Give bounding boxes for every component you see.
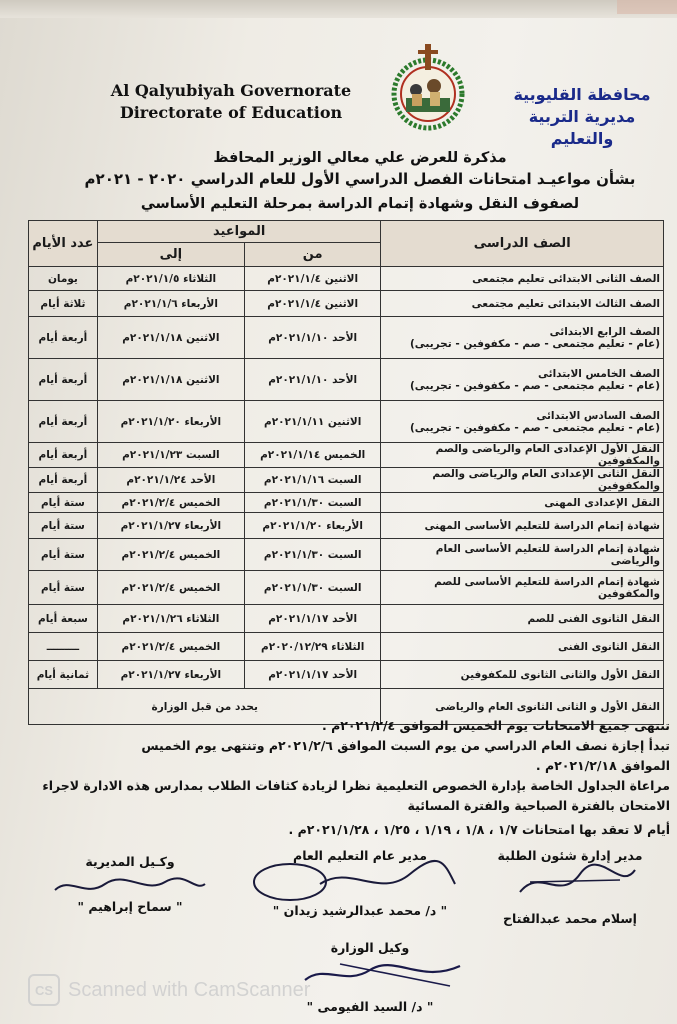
table-row bbox=[29, 359, 664, 401]
grade-cell: شهادة إتمام الدراسة للتعليم الأساسى المهنى bbox=[381, 513, 664, 539]
from-cell: الأحد ٢٠٢١/١/١٠م bbox=[244, 317, 381, 359]
from-cell: الاثنين ٢٠٢١/١/٤م bbox=[244, 291, 381, 317]
table-row bbox=[29, 443, 664, 468]
grade-cell bbox=[381, 359, 664, 401]
grade-cell: شهادة إتمام الدراسة للتعليم الأساسى للصم والمكفوفين bbox=[381, 571, 664, 605]
header-to: إلى bbox=[97, 243, 244, 267]
arabic-header bbox=[497, 84, 667, 150]
arabic-header-line1: محافظة القليوبية bbox=[513, 85, 651, 104]
governorate-logo-icon bbox=[388, 40, 468, 132]
note-line: الامتحان بالفترة الصباحية والفترة المسائية bbox=[407, 798, 670, 813]
handwritten-signature-icon bbox=[300, 956, 470, 992]
header-from: من bbox=[244, 243, 381, 267]
signature-title: مدير إدارة شئون الطلبة bbox=[497, 848, 643, 863]
to-cell: الخميس ٢٠٢١/٢/٤م bbox=[97, 633, 244, 661]
days-cell: ثمانية أيام bbox=[29, 661, 98, 689]
from-cell: الثلاثاء ٢٠٢٠/١٢/٢٩م bbox=[244, 633, 381, 661]
signature-title: وكيل الوزارة bbox=[330, 940, 410, 955]
camscanner-watermark bbox=[28, 974, 310, 1006]
grade-cell: الصف الثالث الابتدائى تعليم مجتمعى bbox=[381, 291, 664, 317]
handwritten-signature-icon bbox=[50, 872, 210, 900]
grade-detail: (عام - تعليم مجتمعى - صم - مكفوفين - تجريبى) bbox=[410, 337, 660, 350]
grade-cell bbox=[381, 401, 664, 443]
from-cell: الاثنين ٢٠٢١/١/٤م bbox=[244, 267, 381, 291]
days-cell: ـــــــــ bbox=[29, 633, 98, 661]
memo-scope: لصفوف النقل وشهادة إتمام الدراسة بمرحلة التعليم الأساسي bbox=[140, 196, 580, 212]
note-line: أيام لا تعقد بها امتحانات ١/٧ ، ١/٨ ، ١/١٩ ، ١/٢٥ ، ٢٠٢١/١/٢٨م . bbox=[288, 822, 670, 837]
days-cell: ستة أيام bbox=[29, 539, 98, 571]
from-cell: السبت ٢٠٢١/١/٣٠م bbox=[244, 493, 381, 513]
signature-name: " سماح إبراهيم " bbox=[77, 899, 183, 914]
to-cell: الثلاثاء ٢٠٢١/١/٢٦م bbox=[97, 605, 244, 633]
from-cell: السبت ٢٠٢١/١/٣٠م bbox=[244, 571, 381, 605]
table-row bbox=[29, 571, 664, 605]
handwritten-signature-icon bbox=[250, 854, 460, 904]
memo-subject: بشأن مواعيـد امتحانات الفصل الدراسي الأول للعام الدراسي ٢٠٢٠ - ٢٠٢١م bbox=[84, 170, 636, 188]
table-row bbox=[29, 401, 664, 443]
days-cell: أربعة أيام bbox=[29, 317, 98, 359]
signature-title: وكـيل المديرية bbox=[85, 854, 175, 869]
english-header bbox=[96, 80, 366, 124]
from-cell: الاثنين ٢٠٢١/١/١١م bbox=[244, 401, 381, 443]
table-row bbox=[29, 317, 664, 359]
days-cell: أربعة أيام bbox=[29, 443, 98, 468]
table-row bbox=[29, 513, 664, 539]
table-row bbox=[29, 605, 664, 633]
grade-detail: (عام - تعليم مجتمعى - صم - مكفوفين - تجريبى) bbox=[410, 379, 660, 392]
grade-cell: النقل الثانوى الفنى للصم bbox=[381, 605, 664, 633]
note-line: تنتهى جميع الامتحانات يوم الخميس الموافق ٢٠٢١/٢/٤م . bbox=[322, 718, 670, 733]
from-cell: الأربعاء ٢٠٢١/١/٢٠م bbox=[244, 513, 381, 539]
header-grade: الصف الدراسى bbox=[381, 221, 664, 267]
days-cell: يومان bbox=[29, 267, 98, 291]
grade-cell: النقل الثانوى الفنى bbox=[381, 633, 664, 661]
grade-cell: الصف الثانى الابتدائى تعليم مجتمعى bbox=[381, 267, 664, 291]
signature-block-deputy-directorate bbox=[30, 854, 230, 914]
grade-cell bbox=[381, 317, 664, 359]
grade-cell: النقل الأول والثانى الثانوى للمكفوفين bbox=[381, 661, 664, 689]
from-cell: السبت ٢٠٢١/١/٣٠م bbox=[244, 539, 381, 571]
to-cell: الخميس ٢٠٢١/٢/٤م bbox=[97, 571, 244, 605]
to-cell: الخميس ٢٠٢١/٢/٤م bbox=[97, 493, 244, 513]
note-line: تبدأ إجازة نصف العام الدراسي من يوم السبت الموافق ٢٠٢١/٢/٦م وتنتهى يوم الخميس bbox=[141, 738, 670, 753]
handwritten-signature-icon bbox=[510, 862, 640, 902]
grade-cell: النقل الأول و الثانى الثانوى العام والرياضى bbox=[381, 689, 664, 725]
camscanner-text: Scanned with CamScanner bbox=[68, 978, 311, 1001]
table-row bbox=[29, 468, 664, 493]
to-cell: الأربعاء ٢٠٢١/١/٢٠م bbox=[97, 401, 244, 443]
days-cell: أربعة أيام bbox=[29, 359, 98, 401]
top-corner-mark bbox=[617, 0, 677, 14]
table-row bbox=[29, 291, 664, 317]
days-cell: سبعة أيام bbox=[29, 605, 98, 633]
to-cell: الأحد ٢٠٢١/١/٢٤م bbox=[97, 468, 244, 493]
english-header-line2: Directorate of Education bbox=[119, 103, 343, 122]
to-cell: الثلاثاء ٢٠٢١/١/٥م bbox=[97, 267, 244, 291]
merged-cell: يحدد من قبل الوزارة bbox=[29, 689, 381, 725]
signature-title: مدير عام التعليم العام bbox=[293, 848, 427, 863]
to-cell: الاثنين ٢٠٢١/١/١٨م bbox=[97, 317, 244, 359]
table-row bbox=[29, 493, 664, 513]
exam-schedule-table bbox=[28, 220, 664, 725]
to-cell: الخميس ٢٠٢١/٢/٤م bbox=[97, 539, 244, 571]
note-line: الموافق ٢٠٢١/٢/١٨م . bbox=[535, 758, 670, 773]
table-row bbox=[29, 539, 664, 571]
memo-title: مذكرة للعرض علي معالي الوزير المحافظ bbox=[213, 150, 507, 166]
english-header-line1: Al Qalyubiyah Governorate bbox=[110, 81, 352, 100]
to-cell: الأربعاء ٢٠٢١/١/٦م bbox=[97, 291, 244, 317]
days-cell: ستة أيام bbox=[29, 493, 98, 513]
from-cell: الأحد ٢٠٢١/١/١٧م bbox=[244, 661, 381, 689]
days-cell: ستة أيام bbox=[29, 513, 98, 539]
from-cell: السبت ٢٠٢١/١/١٦م bbox=[244, 468, 381, 493]
table-row bbox=[29, 661, 664, 689]
grade-name: الصف السادس الابتدائى bbox=[536, 409, 660, 422]
signature-name: " د/ محمد عبدالرشيد زيدان " bbox=[272, 903, 448, 918]
days-cell: ثلاثة أيام bbox=[29, 291, 98, 317]
grade-name: الصف الرابع الابتدائى bbox=[549, 325, 660, 338]
signature-block-students bbox=[470, 848, 670, 926]
grade-cell: النقل الثانى الإعدادى العام والرياضى والصم والمكفوفين bbox=[381, 468, 664, 493]
grade-cell: شهادة إتمام الدراسة للتعليم الأساسى العام والرياضى bbox=[381, 539, 664, 571]
header-dates: المواعيد bbox=[97, 221, 381, 243]
to-cell: الاثنين ٢٠٢١/١/١٨م bbox=[97, 359, 244, 401]
table-row bbox=[29, 633, 664, 661]
header-days: عدد الأيام bbox=[29, 221, 98, 267]
table-row bbox=[29, 267, 664, 291]
arabic-header-line2: مديرية التربية والتعليم bbox=[528, 107, 636, 148]
top-strip bbox=[0, 0, 677, 18]
camscanner-logo-icon: CS bbox=[28, 974, 60, 1006]
from-cell: الأحد ٢٠٢١/١/١٠م bbox=[244, 359, 381, 401]
signature-block-general-education bbox=[250, 848, 470, 918]
from-cell: الأحد ٢٠٢١/١/١٧م bbox=[244, 605, 381, 633]
signature-name: إسلام محمد عبدالفتاح bbox=[503, 911, 637, 926]
note-line: مراعاة الجداول الخاصة بإدارة الخصوص التعليمية نظرا لزيادة كثافات الطلاب بمدارس هذه الادارة لاجراء bbox=[42, 778, 670, 793]
to-cell: السبت ٢٠٢١/١/٢٣م bbox=[97, 443, 244, 468]
days-cell: أربعة أيام bbox=[29, 468, 98, 493]
to-cell: الأربعاء ٢٠٢١/١/٢٧م bbox=[97, 661, 244, 689]
days-cell: ستة أيام bbox=[29, 571, 98, 605]
signature-name: " د/ السيد الفيومى " bbox=[306, 999, 434, 1014]
grade-cell: النقل الأول الإعدادى العام والرياضى والصم والمكفوفين bbox=[381, 443, 664, 468]
grade-name: الصف الخامس الابتدائى bbox=[538, 367, 660, 380]
days-cell: أربعة أيام bbox=[29, 401, 98, 443]
grade-detail: (عام - تعليم مجتمعى - صم - مكفوفين - تجريبى) bbox=[410, 421, 660, 434]
from-cell: الخميس ٢٠٢١/١/١٤م bbox=[244, 443, 381, 468]
notes-block bbox=[30, 716, 670, 840]
to-cell: الأربعاء ٢٠٢١/١/٢٧م bbox=[97, 513, 244, 539]
grade-cell: النقل الإعدادى المهنى bbox=[381, 493, 664, 513]
